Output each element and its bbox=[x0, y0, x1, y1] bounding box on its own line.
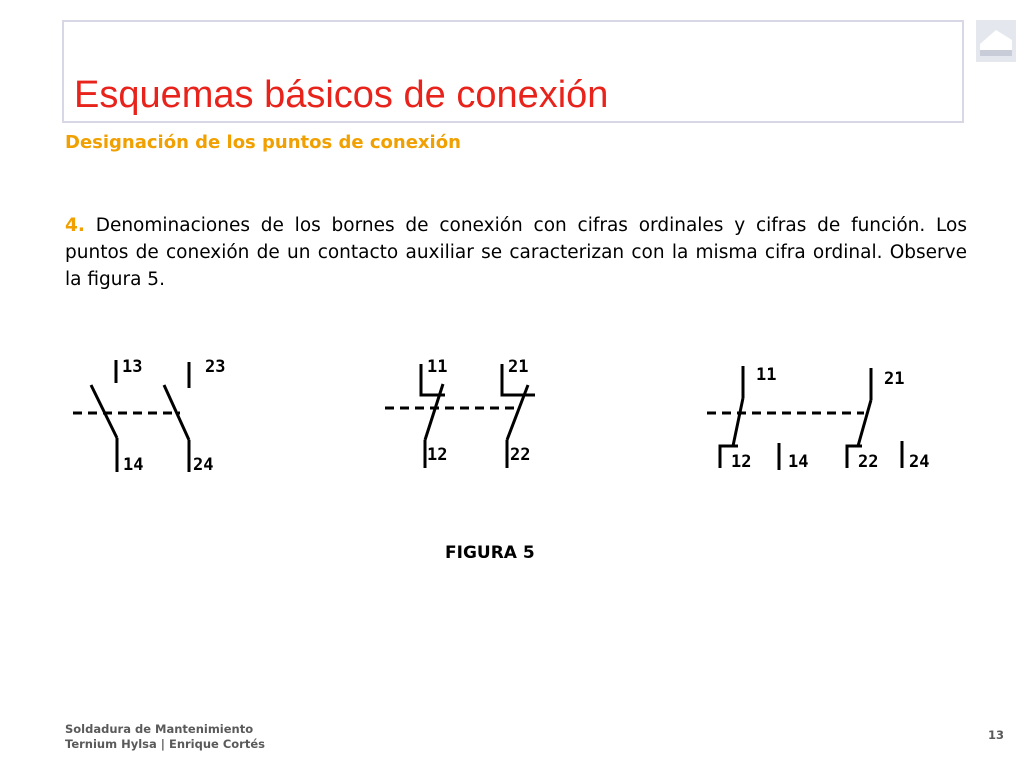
figure-caption: FIGURA 5 bbox=[445, 543, 535, 563]
terminal-label: 13 bbox=[122, 357, 143, 377]
terminal-label: 12 bbox=[731, 452, 752, 472]
page-title: Esquemas básicos de conexión bbox=[74, 74, 609, 116]
section-subtitle: Designación de los puntos de conexión bbox=[65, 132, 461, 153]
body-text: Denominaciones de los bornes de conexión con cifras ordinales y cifras de función. Los puntos de conexión de un contacto auxiliar se caracterizan con la misma cifra ordinal. Observe la figura 5. bbox=[65, 215, 967, 290]
footer-line-author: Ternium Hylsa | Enrique Cortés bbox=[65, 737, 265, 751]
terminal-label: 21 bbox=[508, 357, 529, 377]
terminal-label: 22 bbox=[858, 452, 879, 472]
terminal-label: 14 bbox=[123, 455, 144, 475]
item-number: 4. bbox=[65, 215, 85, 236]
footer bbox=[65, 722, 265, 752]
footer-line-course: Soldadura de Mantenimiento bbox=[65, 722, 254, 736]
terminal-label: 14 bbox=[788, 452, 809, 472]
terminal-label: 11 bbox=[756, 365, 777, 385]
terminal-label: 22 bbox=[510, 445, 531, 465]
terminal-label: 24 bbox=[909, 452, 930, 472]
terminal-label: 24 bbox=[193, 455, 214, 475]
terminal-label: 11 bbox=[427, 357, 448, 377]
terminal-label: 23 bbox=[205, 357, 226, 377]
terminal-label: 21 bbox=[884, 369, 905, 389]
page-number: 13 bbox=[987, 728, 1004, 742]
terminal-label: 12 bbox=[427, 445, 448, 465]
